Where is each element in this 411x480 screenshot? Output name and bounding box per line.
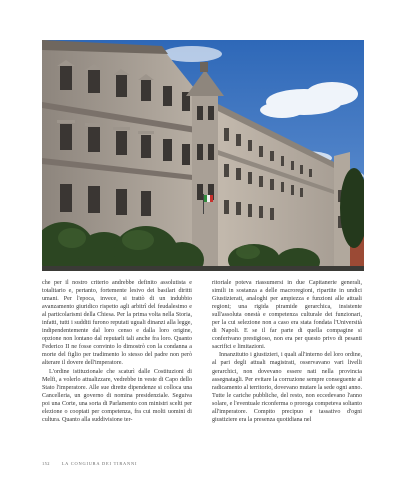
paragraph: che per il nostro criterio andrebbe definito assolutista e totalitario e, pertanto, fortemente lesivo dei basilari diritti umani. Per l'epoca, invece, si trattò di un indubbio avanzamento giuridico rispetto agli arbitrî del feudalesimo e al particolarismi della Chiesa. Per la prima volta nella Storia, infatti, tutti i sudditi furono reputati uguali dinanzi alla legge, indipendentemente dal loro censo e dalla loro origine, opzione non lontano dal reputarli tali anche fra loro. Quanto Federico II ne fosse convinto lo dimostrò con la condanna a morte del figlio per tradimento lo stesso del padre non però alterare il dovere dell'imperatore. (42, 280, 192, 367)
running-title: LA CONGIURA DEI TIRANNI (61, 461, 138, 466)
page-number: 152 (42, 461, 50, 466)
paragraph: ritoriale poteva riassumersi in due Capitanerie generali, simili in sostanza a delle macroregioni, ripartite in undici Giustizierati, analoghi per ampiezza e funzioni alle attuali regioni; una rigida piramide gerarchica, insistente sull'assoluta onestà e competenza culturale dei funzionari, per la cui selezione non a caso era stata fondata l'Università di Napoli. E se il far parte di quella compagine si conferivano prestigioso, non era per questo privo di pesanti sacrifici e limitazioni. (212, 280, 362, 351)
text-column-right (212, 279, 362, 424)
text-column-left (42, 279, 192, 424)
building-photo (42, 40, 364, 271)
paragraph: L'ordine istituzionale che scaturì dalle Costituzioni di Melfi, a volerlo attualizzare, vedrebbe in veste di Capo dello Stato l'imperatore. Alle sue dirette dipendenze si colloca una Cancelleria, un governo di nomina presidenziale. Seguiva poi una Corte, una sorta di Parlamento con ministri scelti per elezione o cooptati per competenza, fra cui molti uomini di cultura. Quanto alla suddivisione ter- (42, 368, 192, 423)
palace-facade-image (42, 40, 364, 271)
page-footer (42, 461, 137, 466)
paragraph: Innanzitutto i giustizieri, i quali all'interno del loro ordine, al pari degli attuali magistrati, osservavano vari livelli gerarchici, non dovevano essere nati nella provincia assegnatagli. Per evitare la corruzione sempre conseguente al radicamento al territorio, dovevano mutare la sede ogni anno. Tutte le cariche pubbliche, del resto, non eccedevano l'anno solare, e l'eventuale riconferma o proroga competeva soltanto all'imperatore. Compito precipuo e tassativo d'ogni giustiziere era la presenza quotidiana nel (212, 352, 362, 423)
